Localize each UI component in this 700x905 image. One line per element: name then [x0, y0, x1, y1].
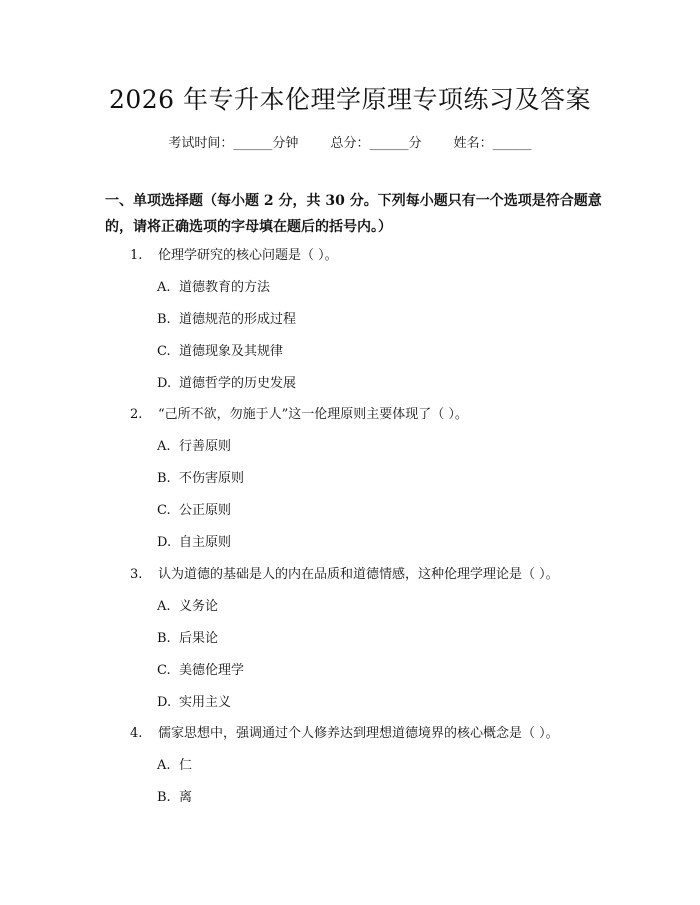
total-score-field: 总分：______分 [330, 136, 422, 151]
exam-time-field: 考试时间：______分钟 [168, 136, 299, 151]
question-2 [130, 403, 468, 422]
student-name-field: 姓名：______ [453, 136, 532, 151]
section-heading: 一、单项选择题（每小题 2 分，共 30 分。下列每小题只有一个选项是符合题意的，请将正确选项的字母填在题后的括号内。） [105, 193, 602, 235]
option-text: 义务论 [179, 599, 219, 614]
option-letter: C. [157, 344, 171, 359]
question-2-option-b [157, 467, 244, 486]
exam-info-line [0, 132, 700, 151]
page-title: 2026 年专升本伦理学原理专项练习及答案 [108, 85, 592, 114]
question-4 [130, 722, 559, 741]
question-number: 3. [130, 567, 143, 582]
option-letter: B. [157, 790, 171, 805]
question-1-option-b [157, 308, 296, 327]
question-number: 4. [130, 726, 143, 741]
option-text: 美德伦理学 [179, 663, 245, 678]
option-letter: C. [157, 663, 171, 678]
option-text: 道德教育的方法 [179, 280, 271, 295]
option-text: 离 [179, 790, 193, 805]
option-text: 仁 [179, 758, 193, 773]
option-text: 不伤害原则 [179, 471, 245, 486]
question-3-option-b [157, 627, 218, 646]
question-4-option-a [157, 754, 192, 773]
question-text: “己所不欲，勿施于人”这一伦理原则主要体现了（ ）。 [158, 407, 468, 422]
option-letter: A. [157, 280, 171, 295]
question-number: 2. [130, 407, 143, 422]
option-letter: C. [157, 503, 171, 518]
option-text: 道德规范的形成过程 [179, 312, 297, 327]
question-2-option-d [157, 531, 231, 550]
option-letter: B. [157, 312, 171, 327]
option-letter: A. [157, 439, 171, 454]
question-1-option-c [157, 340, 283, 359]
question-text: 认为道德的基础是人的内在品质和道德情感，这种伦理学理论是（ ）。 [158, 567, 559, 582]
question-3-option-a [157, 595, 218, 614]
option-text: 道德哲学的历史发展 [179, 376, 297, 391]
question-text: 儒家思想中，强调通过个人修养达到理想道德境界的核心概念是（ ）。 [158, 726, 559, 741]
question-1 [130, 244, 338, 263]
option-letter: B. [157, 631, 171, 646]
option-text: 公正原则 [179, 503, 232, 518]
option-text: 道德现象及其规律 [179, 344, 284, 359]
question-2-option-c [157, 499, 231, 518]
question-3-option-c [157, 659, 244, 678]
option-text: 后果论 [179, 631, 219, 646]
question-1-option-d [157, 372, 296, 391]
option-text: 实用主义 [179, 695, 232, 710]
option-text: 行善原则 [179, 439, 232, 454]
option-letter: A. [157, 599, 171, 614]
question-2-option-a [157, 435, 231, 454]
question-4-option-b [157, 786, 192, 805]
option-letter: B. [157, 471, 171, 486]
option-letter: D. [157, 535, 172, 550]
option-letter: A. [157, 758, 171, 773]
question-number: 1. [130, 248, 143, 263]
question-3 [130, 563, 559, 582]
question-3-option-d [157, 691, 231, 710]
option-letter: D. [157, 376, 172, 391]
question-1-option-a [157, 276, 270, 295]
question-text: 伦理学研究的核心问题是（ ）。 [158, 248, 338, 263]
option-text: 自主原则 [179, 535, 232, 550]
option-letter: D. [157, 695, 172, 710]
